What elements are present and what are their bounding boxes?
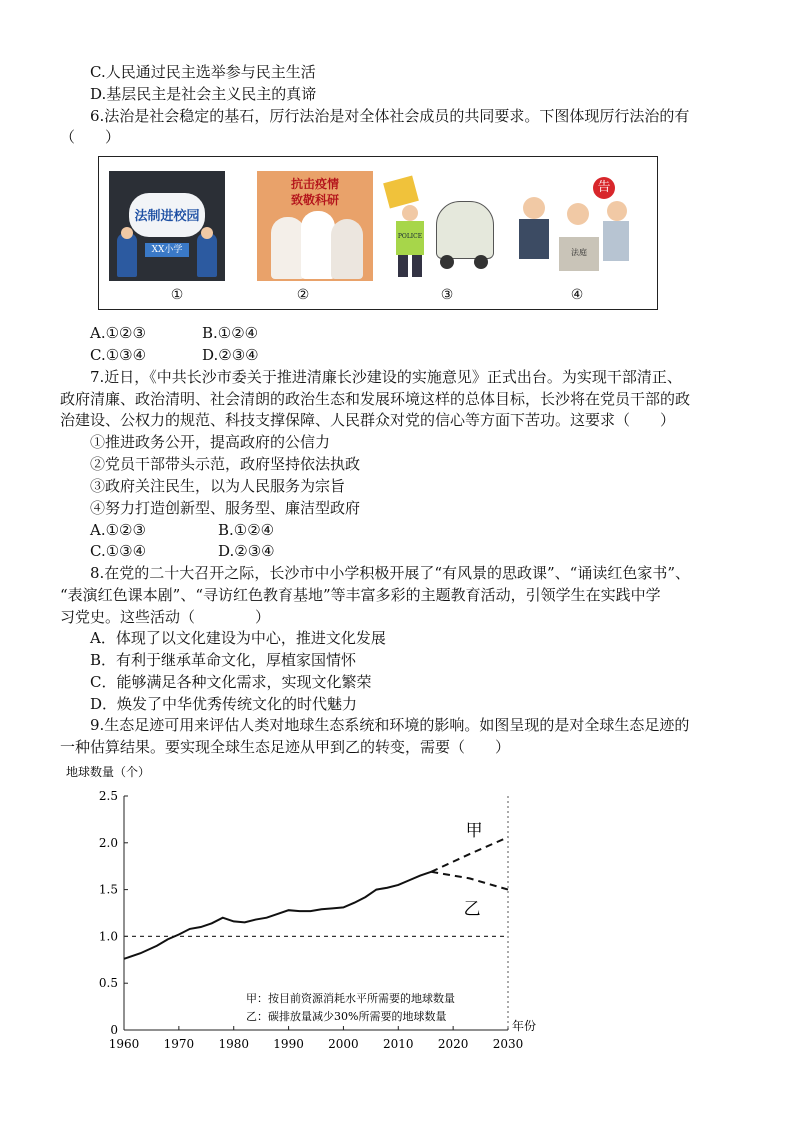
y-tick-2.5: 2.5 (98, 789, 118, 803)
question-7-stem-2: 政府清廉、政治清明、社会清朗的政治生态和发展环境这样的总体目标，长沙将在党员干部的政 (60, 390, 691, 408)
plaintiff-figure (519, 219, 549, 259)
q7-statement-3: ③政府关注民生，以为人民服务为宗旨 (90, 477, 346, 495)
option-a-q6: A.①②③ (90, 324, 146, 342)
option-c-q7: C.①③④ (90, 542, 147, 560)
q7-statement-2: ②党员干部带头示范，政府坚持依法执政 (90, 455, 361, 473)
question-8-stem-1: 8.在党的二十大召开之际，长沙市中小学积极开展了“有风景的思政课”、“诵读红色家书”、 (90, 564, 690, 582)
y-tick-2.0: 2.0 (98, 835, 118, 850)
series-historical (124, 872, 431, 959)
series-jia (431, 837, 508, 872)
y-tick-1.5: 1.5 (98, 882, 118, 897)
question-9-stem-1: 9.生态足迹可用来评估人类对地球生态系统和环境的影响。如图呈现的是对全球生态足迹的 (90, 716, 690, 734)
label-3: ③ (440, 287, 454, 303)
police-figure-right (197, 233, 217, 277)
medic-figure-2 (301, 211, 335, 279)
y-tick-0: 0 (110, 1023, 118, 1037)
option-b-q7: B.①②④ (218, 521, 275, 539)
vehicle (436, 201, 494, 259)
pic2-title-1: 抗击疫情 (290, 177, 339, 191)
police-label: POLICE (397, 233, 423, 240)
defendant-figure (603, 221, 629, 261)
y-tick-1.0: 1.0 (98, 929, 118, 944)
question-8-stem-2: “表演红色课本剧”、“寻访红色教育基地”等丰富多彩的主题教育活动，引领学生在实践中学 (60, 586, 661, 604)
x-tick-2010: 2010 (383, 1037, 414, 1051)
police-figure-left (117, 233, 137, 277)
y-tick-0.5: 0.5 (98, 976, 118, 991)
question-6-blank: （ ） (60, 128, 121, 146)
x-tick-2000: 2000 (328, 1037, 359, 1051)
sue-sign: 告 (593, 177, 615, 199)
option-d-q6: D.②③④ (202, 346, 259, 364)
option-a-q7: A.①②③ (90, 521, 146, 539)
pic1-title: 法制进校园 (134, 209, 200, 224)
label-2: ② (296, 287, 310, 303)
option-c-q6: C.①③④ (90, 346, 147, 364)
legend-yi: 乙：碳排放量减少30%所需要的地球数量 (246, 1010, 447, 1023)
legend-jia: 甲：按目前资源消耗水平所需要的地球数量 (246, 992, 455, 1005)
picture-traffic-police (382, 171, 498, 281)
option-d-q5: D.基层民主是社会主义民主的真谛 (90, 85, 317, 103)
x-tick-2020: 2020 (437, 1037, 469, 1051)
option-b-q8: B．有利于继承革命文化，厚植家国情怀 (90, 651, 357, 669)
medic-figure-3 (331, 219, 363, 279)
option-c-q8: C．能够满足各种文化需求，实现文化繁荣 (90, 673, 372, 691)
option-d-q7: D.②③④ (218, 542, 275, 560)
series-jia-label: 甲 (465, 821, 483, 842)
medic-figure-1 (271, 217, 305, 279)
option-c-q5: C.人民通过民主选举参与民主生活 (90, 63, 316, 81)
x-axis-label: 年份 (512, 1019, 537, 1033)
series-yi-label: 乙 (463, 899, 481, 920)
pic2-title-2: 致敬科研 (290, 193, 339, 207)
x-tick-1980: 1980 (218, 1037, 249, 1051)
document-icon (383, 176, 419, 209)
option-b-q6: B.①②④ (202, 324, 259, 342)
x-tick-1960: 1960 (108, 1037, 140, 1051)
label-1: ① (170, 287, 184, 303)
x-tick-1970: 1970 (163, 1037, 195, 1051)
question-7-stem-3: 治建设、公权力的规范、科技支撑保障、人民群众对党的信心等方面下苦功。这要求（ ） (60, 411, 676, 429)
question-6-figure (98, 156, 658, 310)
label-4: ④ (570, 287, 584, 303)
q7-statement-1: ①推进政务公开，提高政府的公信力 (90, 433, 331, 451)
q7-statement-4: ④努力打造创新型、服务型、廉洁型政府 (90, 499, 361, 517)
option-a-q8: A．体现了以文化建设为中心，推进文化发展 (90, 629, 386, 647)
picture-court (515, 171, 631, 281)
x-tick-1990: 1990 (273, 1037, 304, 1051)
y-axis-label: 地球数量（个） (66, 765, 151, 779)
pic1-school-sign: XX小学 (145, 243, 189, 257)
question-7-stem-1: 7.近日，《中共长沙市委关于推进清廉长沙建设的实施意见》正式出台。为实现干部清正、 (90, 368, 682, 386)
x-tick-2030: 2030 (492, 1037, 524, 1051)
option-d-q8: D．焕发了中华优秀传统文化的时代魅力 (90, 695, 358, 713)
question-6-stem: 6.法治是社会稳定的基石，厉行法治是对全体社会成员的共同要求。下图体现厉行法治的有 (90, 107, 690, 125)
question-9-stem-2: 一种估算结果。要实现全球生态足迹从甲到乙的转变，需要（ ） (60, 738, 511, 756)
picture-fight-epidemic (257, 171, 373, 281)
picture-law-in-school (109, 171, 225, 281)
ecological-footprint-chart (64, 760, 544, 1060)
question-8-stem-3: 习党史。这些活动（ ） (60, 608, 271, 626)
series-yi (431, 872, 508, 890)
court-desk-label: 法庭 (571, 248, 587, 257)
